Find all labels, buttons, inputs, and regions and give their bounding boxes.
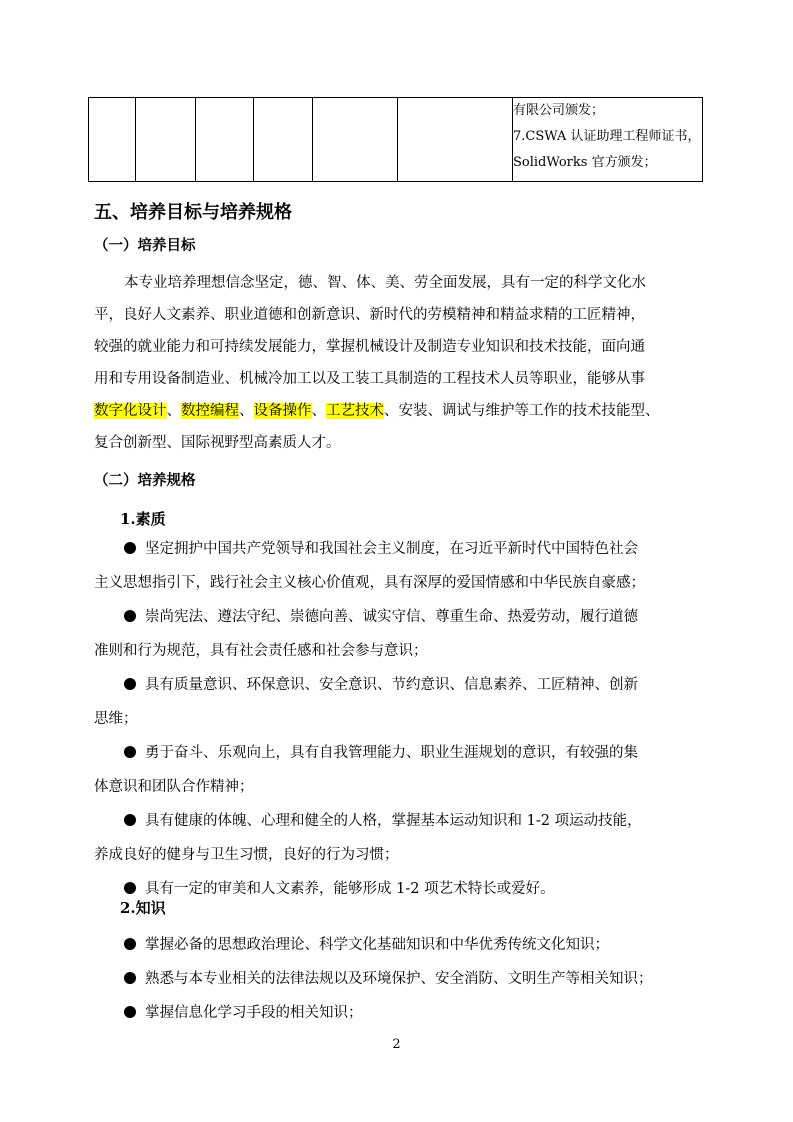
goal-line: 复合创新型、国际视野型高素质人才。: [94, 435, 341, 451]
spec-heading: （二）培养规格: [94, 473, 196, 489]
list-item-text: 坚定拥护中国共产党领导和我国社会主义制度，在习近平新时代中国特色社会: [145, 541, 638, 557]
list-item: [94, 928, 704, 962]
bullet-icon: [124, 1006, 136, 1018]
list-item-continuation: 主义思想指引下，践行社会主义核心价值观，具有深厚的爱国情感和中华民族自豪感；: [94, 575, 645, 591]
goal-paragraph: [94, 267, 702, 459]
list-item-text: 具有质量意识、环保意识、安全意识、节约意识、信息素养、工匠精神、创新: [145, 677, 638, 693]
list-item-text: 崇尚宪法、遵法守纪、崇德向善、诚实守信、尊重生命、热爱劳动，履行道德: [145, 609, 638, 625]
list-item: [94, 872, 704, 906]
list-item-text: 掌握必备的思想政治理论、科学文化基础知识和中华优秀传统文化知识；: [145, 937, 609, 953]
cell-line: SolidWorks 官方颁发；: [513, 155, 657, 170]
bullet-icon: [124, 746, 136, 758]
bullet-icon: [124, 814, 136, 826]
cell-line: 有限公司颁发；: [513, 103, 605, 118]
table-row: [89, 98, 703, 182]
highlight-digital-design: 数字化设计: [94, 403, 167, 419]
separator: 、: [166, 403, 181, 419]
table-cell: [196, 98, 254, 182]
list-item: [94, 996, 704, 1030]
table-cell: [313, 98, 398, 182]
goal-heading: （一）培养目标: [94, 238, 196, 254]
list-item-continuation: 思维；: [94, 711, 138, 727]
bullet-icon: [124, 610, 136, 622]
goal-line: 本专业培养理想信念坚定，德、智、体、美、劳全面发展，具有一定的科学文化水: [124, 275, 646, 291]
table-cell: [136, 98, 196, 182]
continued-table: [88, 97, 703, 182]
list-item-text: 勇于奋斗、乐观向上，具有自我管理能力、职业生涯规划的意识，有较强的集: [145, 745, 638, 761]
table-cell: [398, 98, 513, 182]
cell-line: 7.CSWA 认证助理工程师证书，: [513, 129, 701, 144]
goal-line: 较强的就业能力和可持续发展能力，掌握机械设计及制造专业知识和技术技能，面向通: [94, 339, 645, 355]
table-cell: [254, 98, 313, 182]
list-item-continuation: 体意识和团队合作精神；: [94, 779, 254, 795]
highlight-equipment-operation: 设备操作: [253, 403, 312, 419]
goal-line-highlighted: [94, 395, 702, 427]
knowledge-heading: 2.知识: [120, 899, 166, 917]
list-item-continuation: 准则和行为规范，具有社会责任感和社会参与意识；: [94, 643, 428, 659]
knowledge-list: [94, 928, 704, 1030]
bullet-icon: [124, 972, 136, 984]
separator: 、: [239, 403, 254, 419]
page-number: 2: [392, 1037, 401, 1052]
highlight-process-technology: 工艺技术: [326, 403, 384, 419]
list-item-text: 具有健康的体魄、心理和健全的人格，掌握基本运动知识和 1-2 项运动技能，: [145, 813, 642, 829]
separator: 、: [311, 403, 326, 419]
list-item-continuation: 养成良好的健身与卫生习惯，良好的行为习惯；: [94, 847, 399, 863]
list-item: [94, 736, 704, 770]
list-item-text: 掌握信息化学习手段的相关知识；: [145, 1005, 363, 1021]
goal-line: 用和专用设备制造业、机械冷加工以及工装工具制造的工程技术人员等职业，能够从事: [94, 371, 645, 387]
list-item: [94, 668, 704, 702]
bullet-icon: [124, 938, 136, 950]
list-item: [94, 532, 704, 566]
bullet-icon: [124, 882, 136, 894]
goal-line-rest: 、安装、调试与维护等工作的技术技能型、: [384, 403, 660, 419]
bullet-icon: [124, 678, 136, 690]
quality-list: [94, 532, 704, 906]
list-item: [94, 804, 704, 838]
list-item: [94, 600, 704, 634]
quality-heading: 1.素质: [120, 510, 166, 528]
list-item: [94, 962, 704, 996]
table-cell: [89, 98, 136, 182]
list-item-text: 具有一定的审美和人文素养，能够形成 1-2 项艺术特长或爱好。: [145, 881, 555, 897]
section-title: 五、培养目标与培养规格: [94, 202, 292, 223]
highlight-nc-programming: 数控编程: [181, 403, 239, 419]
goal-line: 平，良好人文素养、职业道德和创新意识、新时代的劳模精神和精益求精的工匠精神，: [94, 307, 645, 323]
list-item-text: 熟悉与本专业相关的法律法规以及环境保护、安全消防、文明生产等相关知识；: [145, 971, 653, 987]
table-cell-certificates: [513, 98, 703, 182]
bullet-icon: [124, 542, 136, 554]
